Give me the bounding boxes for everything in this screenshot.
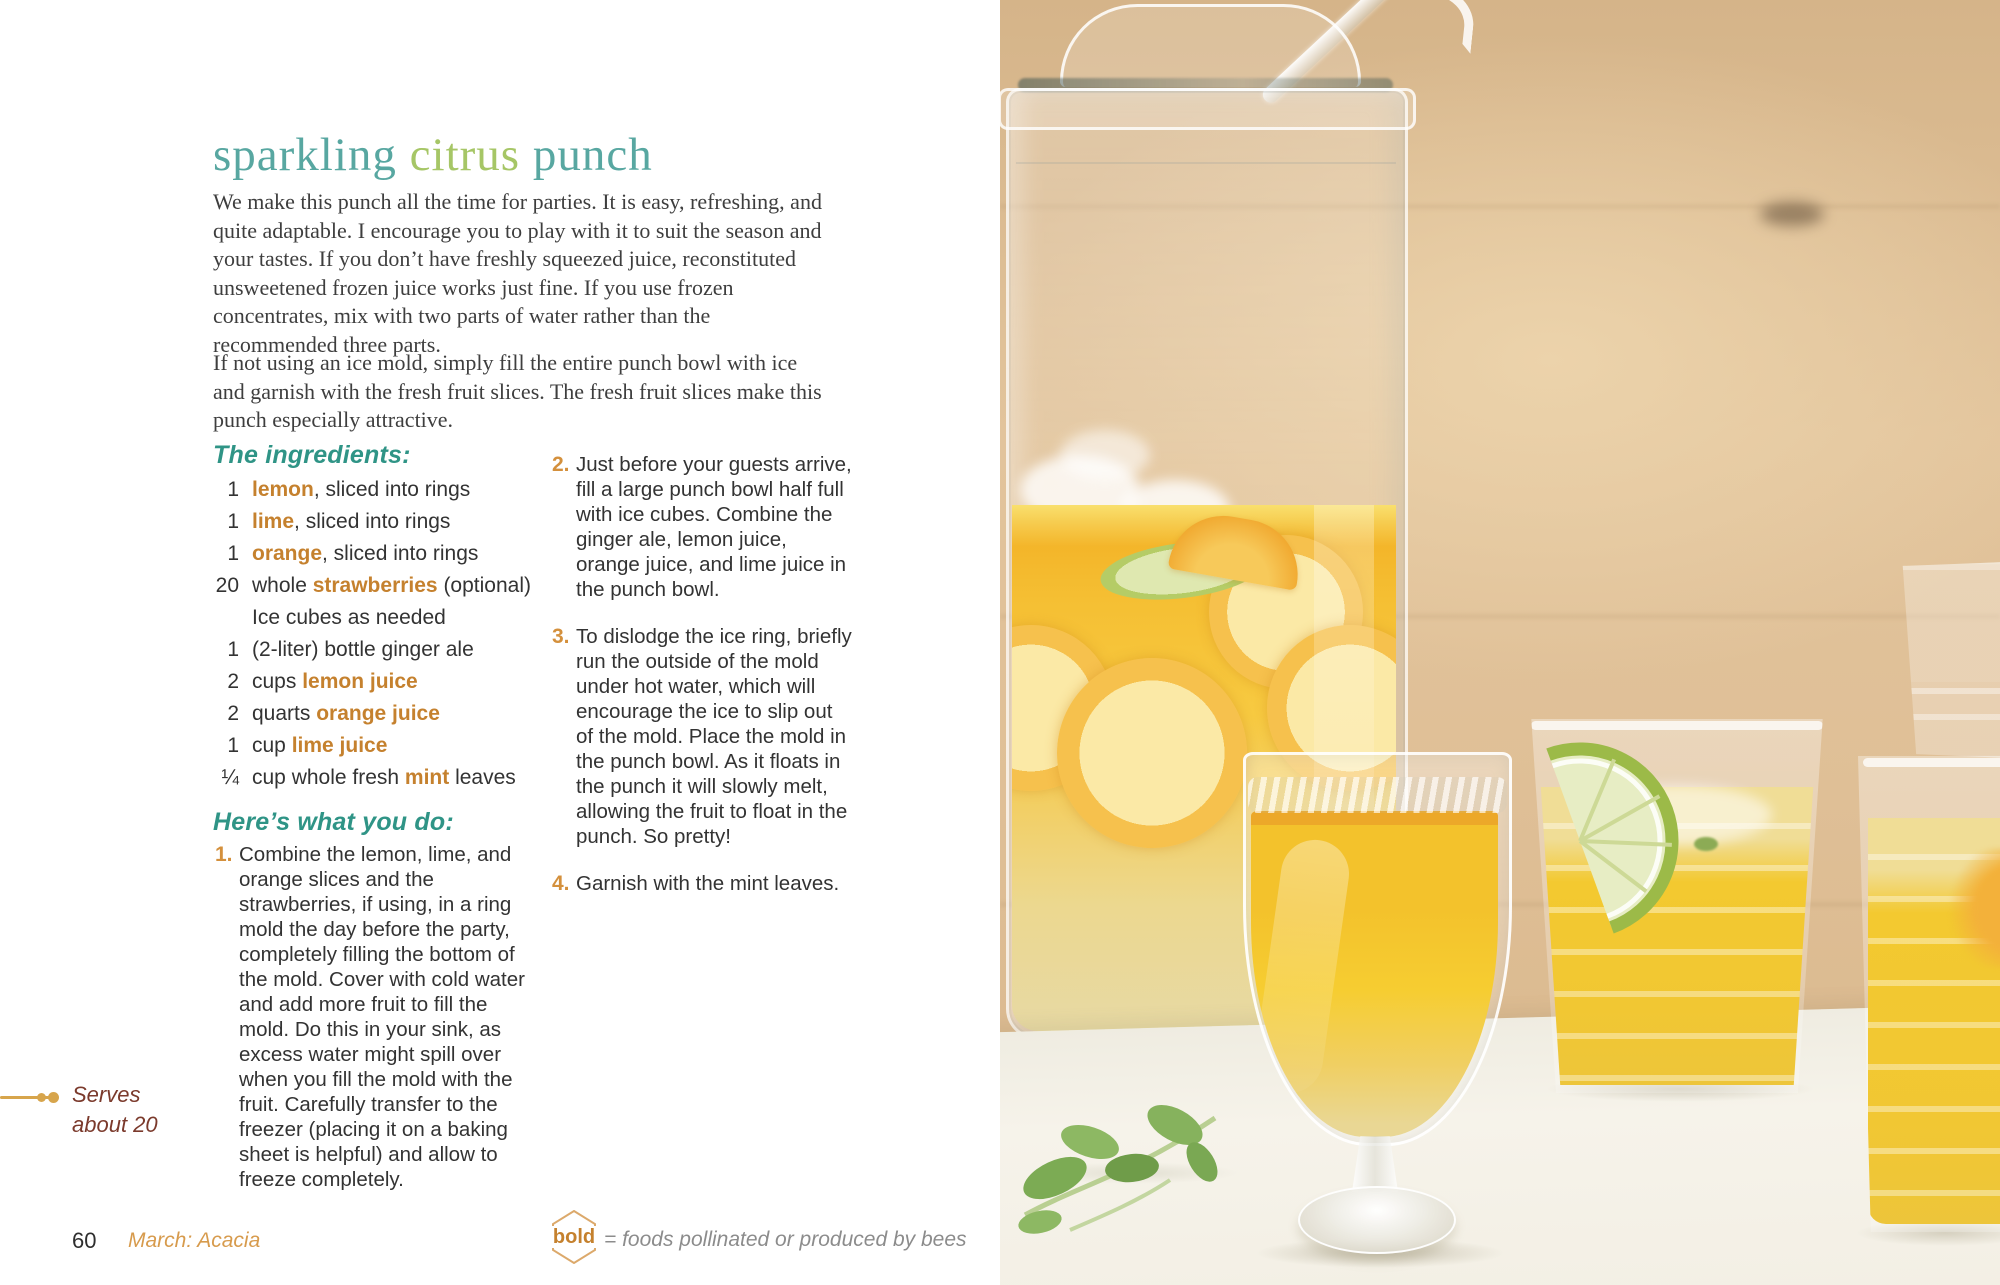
ingredient-text: lemon, sliced into rings — [252, 478, 471, 501]
step-number: 3. — [552, 625, 570, 648]
bee-food: strawberries — [312, 574, 438, 597]
punch-photo — [1000, 0, 2000, 1285]
serves-rule-dot — [37, 1093, 46, 1102]
ingredient-qty: 1 — [227, 734, 239, 757]
glass-rim — [1863, 758, 2000, 767]
ingredient-qty: ¼ — [221, 766, 239, 789]
step-number: 2. — [552, 453, 570, 476]
ingredient-row — [213, 506, 543, 538]
ingredient-text: lime, sliced into rings — [252, 510, 451, 533]
direction-step — [552, 624, 854, 849]
ingredient-qty: 2 — [227, 670, 239, 693]
punch-glass-right — [1858, 756, 2000, 1232]
ingredient-row — [213, 474, 543, 506]
ingredient-qty: 1 — [227, 638, 239, 661]
page-number: 60 — [72, 1228, 97, 1253]
orange-slice — [1057, 658, 1247, 848]
ingredients-heading: The ingredients: — [213, 441, 411, 469]
step-number: 4. — [552, 872, 570, 895]
direction-step — [215, 842, 525, 1192]
ice-cube — [1060, 430, 1150, 480]
chapter-label: March: Acacia — [128, 1229, 261, 1252]
step-text: Combine the lemon, lime, and orange slices and the strawberries, if using, in a ring mold the day before the party, completely filling the bottom of the mold. Cover with cold water and add more fruit to fill the mold. Do this in your sink, as excess water might spill over when you fill the mold with the fruit. Carefully transfer to the freezer (placing it on a baking sheet is helpful) and allow to freeze completely. — [239, 843, 525, 1191]
ingredient-text: cups lemon juice — [252, 670, 418, 693]
bee-food: lemon — [252, 478, 314, 501]
title-word-punch: punch — [520, 129, 653, 182]
ingredient-qty: 2 — [227, 702, 239, 725]
ingredient-qty: 1 — [227, 478, 239, 501]
directions-column-left — [215, 842, 525, 1214]
ingredient-text: Ice cubes as needed — [252, 606, 446, 629]
intro-paragraph-1: We make this punch all the time for parties. It is easy, refreshing, and quite adaptable. I encourage you to play with it to suit the season and your tastes. If you don’t have freshly squeezed juice, reconstituted unsweetened frozen juice works just fine. If you use frozen concentrates, mix with two parts of water rather than the recommended three parts. — [213, 189, 822, 357]
bee-food: orange — [252, 542, 323, 565]
ingredient-row — [213, 602, 543, 634]
pitcher-neck-line — [1016, 162, 1396, 164]
step-text: To dislodge the ice ring, briefly run the outside of the mold under hot water, which will encourage the ice to slip out of the mold. Place the mold in the punch bowl. As it floats in the punch it will slowly melt, allowing the fruit to float in the punch. So pretty! — [576, 625, 852, 848]
ingredient-row — [213, 570, 543, 602]
ingredient-row — [213, 762, 543, 794]
directions-column-right — [552, 452, 854, 918]
ingredient-qty: 20 — [215, 574, 239, 597]
goblet-rim-pattern — [1248, 777, 1507, 813]
ingredient-row — [213, 666, 543, 698]
ingredient-text: (2-liter) bottle ginger ale — [252, 638, 474, 661]
pitcher-lid — [1060, 4, 1361, 87]
lime-wedge — [1470, 726, 1690, 966]
legend-text: = foods pollinated or produced by bees — [604, 1228, 967, 1251]
pitcher-lip — [1000, 88, 1416, 130]
direction-step — [552, 871, 854, 896]
title-word-sparkling: sparkling — [213, 129, 410, 182]
serves-note — [72, 1080, 158, 1140]
mint-leaf — [1694, 837, 1718, 851]
ingredient-qty: 1 — [227, 542, 239, 565]
ingredient-row — [213, 634, 543, 666]
ingredient-text: quarts orange juice — [252, 702, 440, 725]
step-text: Just before your guests arrive, fill a large punch bowl half full with ice cubes. Combine the ginger ale, lemon juice, orange juice, and lime juice in the punch bowl. — [576, 453, 852, 601]
ingredient-row — [213, 730, 543, 762]
ingredient-text: orange, sliced into rings — [252, 542, 479, 565]
ingredient-row — [213, 698, 543, 730]
wood-knot — [1760, 202, 1824, 226]
title-word-citrus: citrus — [409, 129, 521, 182]
goblet-foot — [1298, 1186, 1456, 1254]
bee-food: lime — [252, 510, 295, 533]
bee-food: lime juice — [291, 734, 388, 757]
glass-ladle-hook — [1397, 0, 1477, 54]
directions-heading: Here’s what you do: — [213, 808, 454, 836]
bee-food: orange juice — [316, 702, 440, 725]
legend-bold-word: bold — [549, 1226, 599, 1248]
ingredients-list — [213, 474, 543, 794]
bee-food: mint — [404, 766, 450, 789]
page-title — [213, 128, 653, 182]
serves-line-2: about 20 — [72, 1112, 158, 1137]
ingredient-text: cup whole fresh mint leaves — [252, 766, 516, 789]
step-number: 1. — [215, 843, 233, 866]
step-text: Garnish with the mint leaves. — [576, 872, 840, 895]
intro-paragraph-2: If not using an ice mold, simply fill the entire punch bowl with ice and garnish with the fresh fruit slices. The fresh fruit slices make this punch especially attractive. — [213, 350, 822, 432]
ingredient-qty: 1 — [227, 510, 239, 533]
serves-rule-dot — [48, 1092, 59, 1103]
ingredient-text: cup lime juice — [252, 734, 388, 757]
ingredient-row — [213, 538, 543, 570]
bee-food: lemon juice — [302, 670, 418, 693]
ingredient-qty — [213, 602, 239, 634]
ingredient-text: whole strawberries (optional) — [252, 574, 531, 597]
serves-line-1: Serves — [72, 1082, 141, 1107]
direction-step — [552, 452, 854, 602]
mint-sprig — [1010, 1080, 1250, 1255]
